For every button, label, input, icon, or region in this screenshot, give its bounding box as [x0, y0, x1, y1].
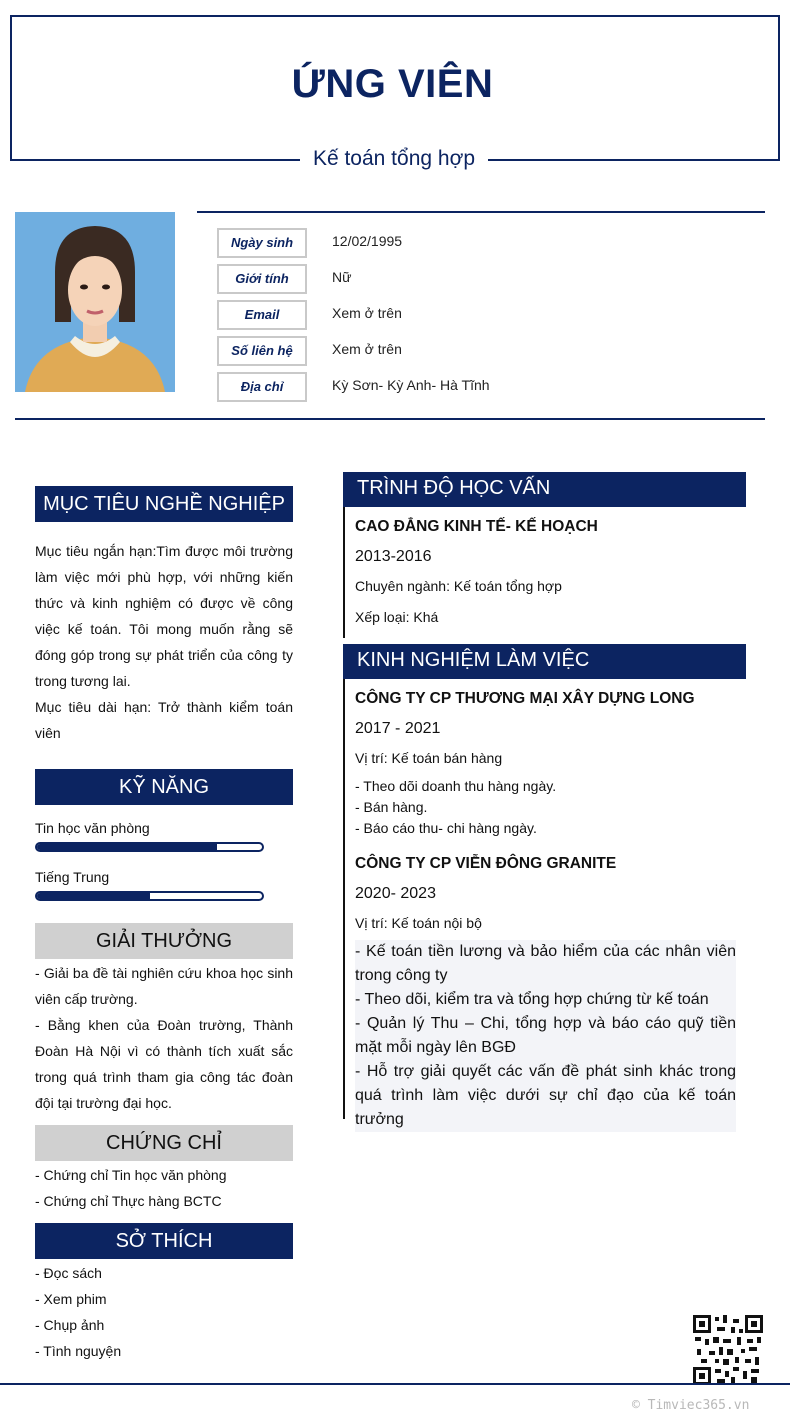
skill-name: Tiếng Trung: [35, 869, 110, 885]
certificate-item: - Chứng chỉ Tin học văn phòng: [35, 1167, 227, 1183]
objective-heading: MỤC TIÊU NGHỀ NGHIỆP: [35, 486, 293, 522]
candidate-photo: [15, 212, 175, 392]
job-duty: - Quản lý Thu – Chi, tổng hợp và báo cáo quỹ tiền mặt mỗi ngày lên BGĐ: [355, 1012, 736, 1060]
objective-long: Mục tiêu dài hạn: Trở thành kiểm toán viên: [35, 699, 293, 741]
job-company: CÔNG TY CP VIỄN ĐÔNG GRANITE: [355, 855, 617, 872]
education-grade: Xếp loại: Khá: [355, 609, 439, 625]
qr-code-icon: [693, 1315, 763, 1385]
info-value-gender: Nữ: [332, 269, 352, 285]
education-school: CAO ĐẲNG KINH TẾ- KẾ HOẠCH: [355, 518, 598, 535]
job-duty: - Bán hàng.: [355, 799, 428, 815]
education-major: Chuyên ngành: Kế toán tổng hợp: [355, 578, 562, 594]
candidate-name: ỨNG VIÊN: [291, 62, 494, 106]
job-company: CÔNG TY CP THƯƠNG MẠI XÂY DỰNG LONG: [355, 690, 695, 707]
awards-heading: GIẢI THƯỞNG: [35, 923, 293, 959]
info-label-birthdate: Ngày sinh: [217, 228, 307, 258]
job-duty: - Theo dõi doanh thu hàng ngày.: [355, 778, 557, 794]
job-period: 2017 - 2021: [355, 720, 441, 737]
hobby-item: - Chụp ảnh: [35, 1317, 105, 1333]
job-title: Kế toán tổng hợp: [300, 144, 488, 174]
skill-bar: [35, 891, 264, 901]
info-label-email: Email: [217, 300, 307, 330]
education-heading: TRÌNH ĐỘ HỌC VẤN: [343, 472, 746, 507]
objective-short: Mục tiêu ngắn hạn:Tìm được môi trường làm việc mới phù hợp, với những kiến thức và kinh nghiệm có được về công việc kế toán. Tôi mong muốn rằng sẽ đóng góp trong sự phát triển của công ty trong tương lai.: [35, 543, 293, 689]
experience-heading: KINH NGHIỆM LÀM VIỆC: [343, 644, 746, 679]
info-value-phone: Xem ở trên: [332, 341, 402, 357]
info-top-divider: [197, 211, 765, 213]
job-position: Vị trí: Kế toán nội bộ: [355, 915, 482, 931]
experience-rule: [343, 679, 345, 1119]
certificate-item: - Chứng chỉ Thực hàng BCTC: [35, 1193, 222, 1209]
award-item: - Bằng khen của Đoàn trường, Thành Đoàn Hà Nội vì có thành tích xuất sắc trong quá trình tham gia công tác đoàn đội tại trường đại học.: [35, 1017, 293, 1111]
hobbies-heading: SỞ THÍCH: [35, 1223, 293, 1259]
info-value-birthdate: 12/02/1995: [332, 233, 403, 249]
info-label-gender: Giới tính: [217, 264, 307, 294]
education-period: 2013-2016: [355, 548, 432, 565]
skill-name: Tin học văn phòng: [35, 820, 150, 836]
award-item: - Giải ba đề tài nghiên cứu khoa học sinh viên cấp trường.: [35, 965, 293, 1007]
job-period: 2020- 2023: [355, 885, 436, 902]
footer-divider: [0, 1383, 790, 1385]
info-value-address: Kỳ Sơn- Kỳ Anh- Hà Tĩnh: [332, 377, 490, 393]
skill-bar: [35, 842, 264, 852]
hobby-item: - Tình nguyện: [35, 1343, 122, 1359]
education-rule: [343, 507, 345, 638]
info-label-address: Địa chỉ: [217, 372, 307, 402]
job-duty: - Kế toán tiền lương và bảo hiểm của các nhân viên trong công ty: [355, 940, 736, 988]
skill-bar-fill: [37, 844, 217, 850]
skills-heading: KỸ NĂNG: [35, 769, 293, 805]
job-duty: - Hỗ trợ giải quyết các vấn đề phát sinh khác trong quá trình làm việc dưới sự chỉ đạo của kế toán trưởng: [355, 1060, 736, 1132]
hobby-item: - Đọc sách: [35, 1265, 102, 1281]
skill-bar-fill: [37, 893, 150, 899]
job-duty: - Theo dõi, kiểm tra và tổng hợp chứng từ kế toán: [355, 988, 736, 1012]
job-duty: - Báo cáo thu- chi hàng ngày.: [355, 820, 537, 836]
info-bottom-divider: [15, 418, 765, 420]
info-label-phone: Số liên hệ: [217, 336, 307, 366]
hobby-item: - Xem phim: [35, 1291, 107, 1307]
site-watermark: © Timviec365.vn: [632, 1398, 750, 1413]
info-value-email: Xem ở trên: [332, 305, 402, 321]
certificates-heading: CHỨNG CHỈ: [35, 1125, 293, 1161]
job-position: Vị trí: Kế toán bán hàng: [355, 750, 503, 766]
